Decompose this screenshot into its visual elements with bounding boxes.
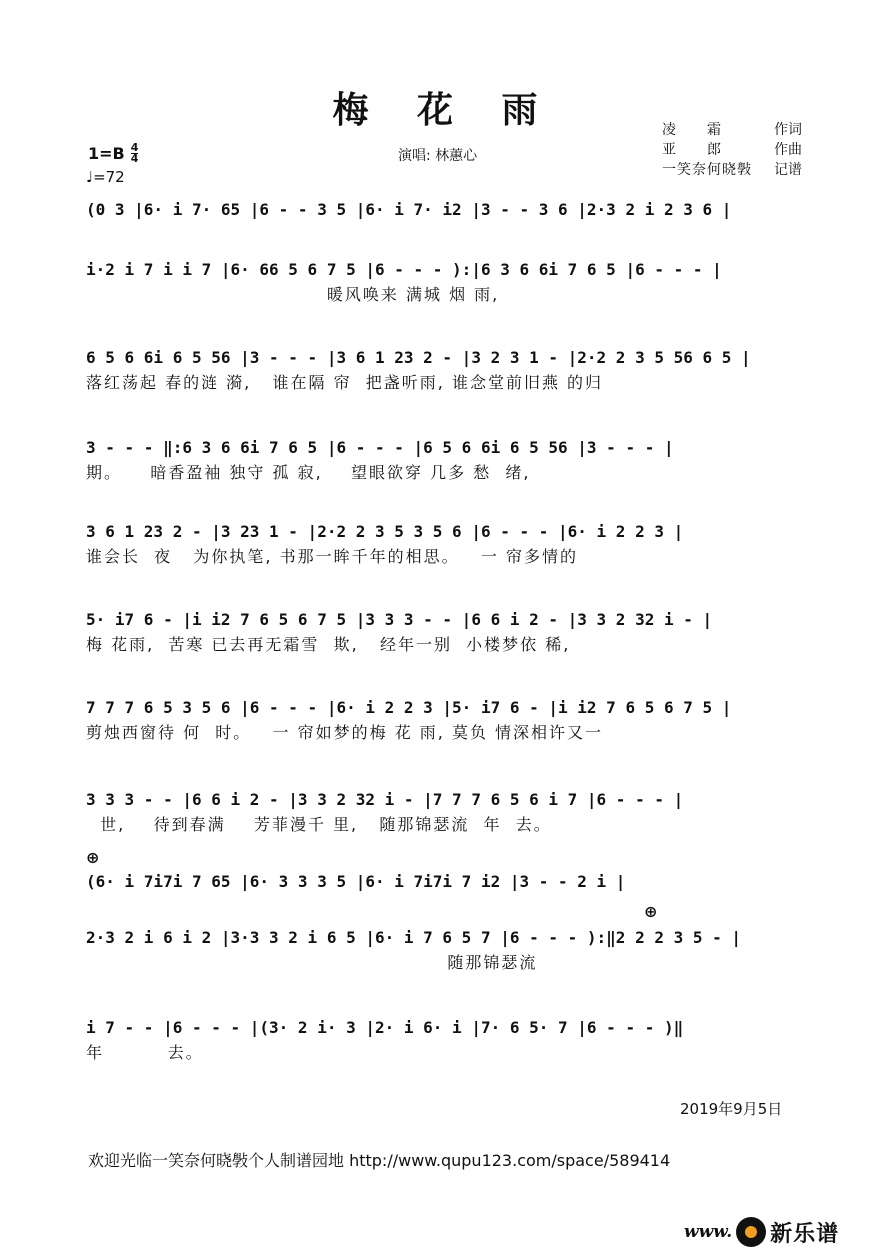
footer-text: 欢迎光临一笑奈何晓斅个人制谱园地 http://www.qupu123.com/space/589414 (88, 1151, 671, 1170)
notation-line: 3 6 1 23 2 - |3 23 1 - |2·2 2 3 5 3 5 6 |6 - - - |6· i 2 2 3 | (86, 522, 684, 541)
key-label: 1=B (88, 144, 125, 163)
logo-url-text: www. (684, 1222, 733, 1242)
credit-role: 作曲 (774, 142, 802, 158)
notation-line: 3 - - - ‖:6 3 6 6i 7 6 5 |6 - - - |6 5 6 6i 6 5 56 |3 - - - | (86, 438, 674, 457)
credit-role: 作词 (774, 122, 802, 138)
credit-name: 亚 郎 (662, 142, 722, 158)
lyric-line: 年 去。 (86, 1043, 204, 1062)
lyric-line: 暖风唤来 满城 烟 雨, (86, 285, 500, 304)
meter-top: 4 (130, 141, 139, 154)
lyric-line (86, 222, 806, 248)
coda-sign: ⊕ (86, 848, 100, 867)
song-title: 梅 花 雨 (332, 89, 556, 131)
notation-line: i·2 i 7 i i 7 |6· 66 5 6 7 5 |6 - - - ):|6 3 6 6i 7 6 5 |6 - - - | (86, 260, 722, 279)
credit-transcriber (662, 160, 802, 180)
credit-lyricist (662, 120, 802, 140)
tempo-marking: ♩=72 (86, 168, 125, 186)
music-disc-icon (736, 1217, 766, 1247)
score-system (86, 788, 806, 838)
score-system (86, 258, 806, 308)
score-system (86, 520, 806, 570)
lyric-line: 谁会长 夜 为你执笔, 书那一眸千年的相思。 一 帘多情的 (86, 547, 578, 566)
notation-line: i 7 - - |6 - - - |(3· 2 i· 3 |2· i 6· i |7· 6 5· 7 |6 - - - )‖ (86, 1018, 684, 1037)
site-logo[interactable] (684, 1212, 884, 1252)
coda-sign: ⊕ (644, 902, 658, 921)
credit-name: 一笑奈何晓斅 (662, 162, 752, 178)
key-signature (88, 143, 138, 164)
notation-line: 3 3 3 - - |6 6 i 2 - |3 3 2 32 i - |7 7 7 6 5 6 i 7 |6 - - - | (86, 790, 684, 809)
credit-composer (662, 140, 802, 160)
score-system (86, 926, 806, 976)
score-system (86, 1016, 806, 1066)
score-system (86, 436, 806, 486)
score-system (86, 198, 806, 248)
date-label: 2019年9月5日 (680, 1100, 783, 1118)
singer: 演唱: 林蕙心 (398, 148, 478, 164)
logo-brand: 新乐谱 (770, 1221, 840, 1247)
notation-line: 7 7 7 6 5 3 5 6 |6 - - - |6· i 2 2 3 |5· i7 6 - |i i2 7 6 5 6 7 5 | (86, 698, 732, 717)
lyric-line: 梅 花雨, 苦寒 已去再无霜雪 欺, 经年一别 小楼梦依 稀, (86, 635, 571, 654)
score-system (86, 346, 806, 396)
notation-line: (0 3 |6· i 7· 65 |6 - - 3 5 |6· i 7· i2 |3 - - 3 6 |2·3 2 i 2 3 6 | (86, 200, 732, 219)
notation-line: (6· i 7i7i 7 65 |6· 3 3 3 5 |6· i 7i7i 7 i2 |3 - - 2 i | (86, 872, 626, 891)
credit-role: 记谱 (774, 162, 802, 178)
time-signature (131, 143, 139, 164)
notation-line: 5· i7 6 - |i i2 7 6 5 6 7 5 |3 3 3 - - |6 6 i 2 - |3 3 2 32 i - | (86, 610, 713, 629)
notation-line: 6 5 6 6i 6 5 56 |3 - - - |3 6 1 23 2 - |3 2 3 1 - |2·2 2 3 5 56 6 5 | (86, 348, 751, 367)
lyric-line (86, 894, 806, 920)
credit-name: 凌 霜 (662, 122, 722, 138)
lyric-line: 期。 暗香盈袖 独守 孤 寂, 望眼欲穿 几多 愁 绪, (86, 463, 531, 482)
score-system (86, 870, 806, 920)
lyric-line: 随那锦瑟流 (86, 953, 538, 972)
credits (662, 120, 802, 180)
score-system (86, 608, 806, 658)
lyric-line: 落红荡起 春的涟 漪, 谁在隔 帘 把盏听雨, 谁念堂前旧燕 的归 (86, 373, 604, 392)
lyric-line: 世, 待到春满 芳菲漫千 里, 随那锦瑟流 年 去。 (86, 815, 552, 834)
lyric-line: 剪烛西窗待 何 时。 一 帘如梦的梅 花 雨, 莫负 情深相许又一 (86, 723, 604, 742)
notation-line: 2·3 2 i 6 i 2 |3·3 3 2 i 6 5 |6· i 7 6 5 7 |6 - - - ):‖2 2 2 3 5 - | (86, 928, 742, 947)
meter-bottom: 4 (130, 152, 139, 165)
score-system (86, 696, 806, 746)
